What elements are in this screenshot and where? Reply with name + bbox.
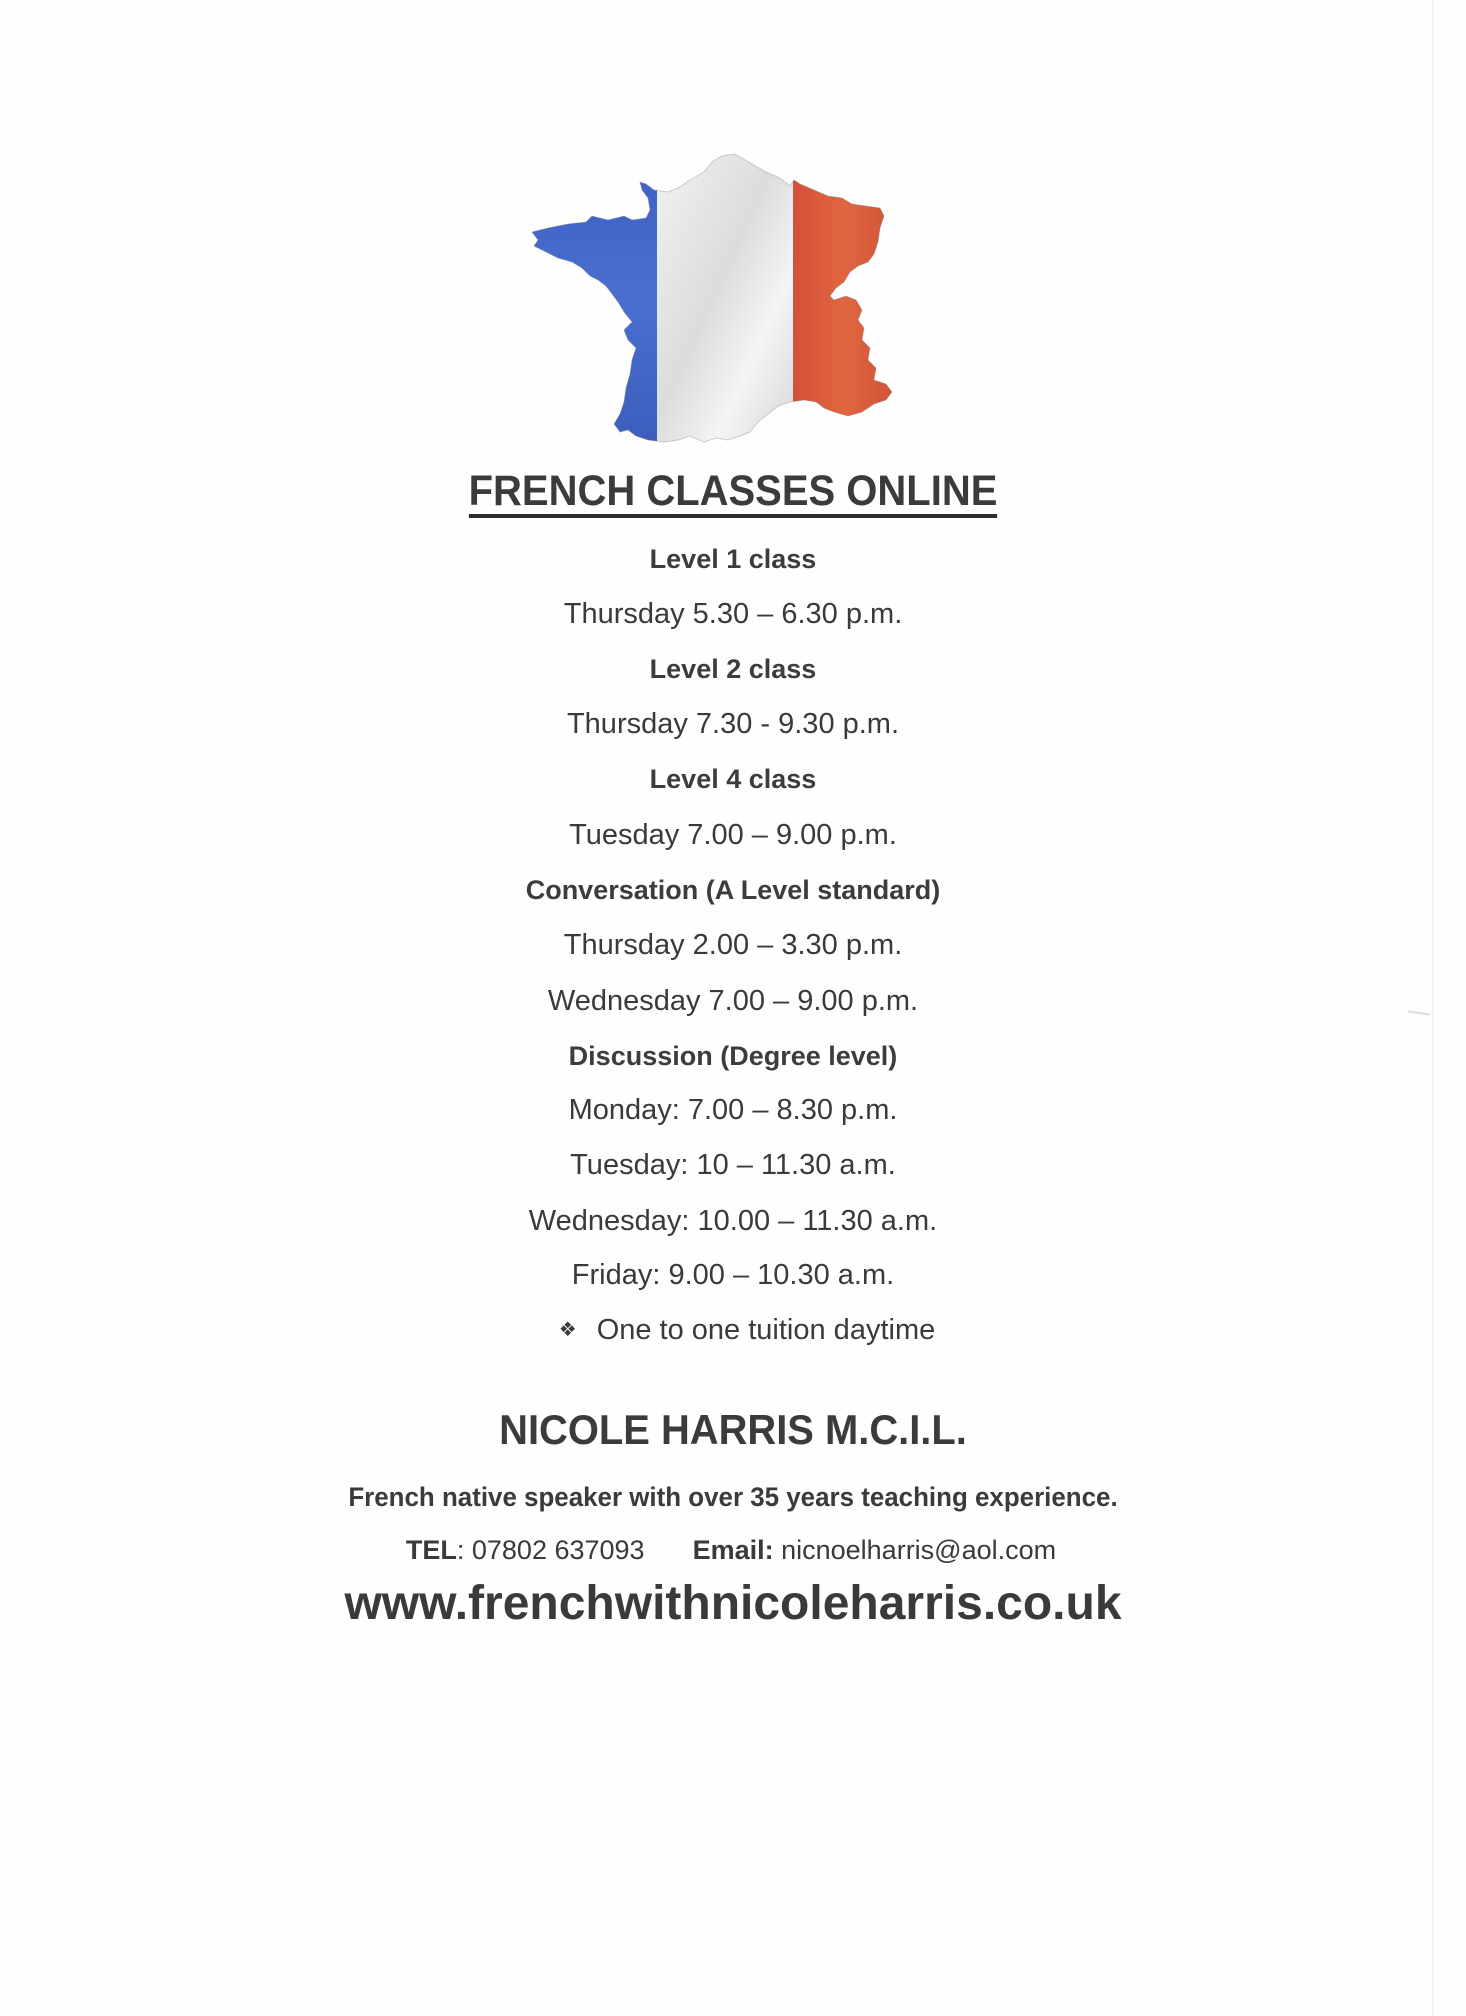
teacher-tagline: French native speaker with over 35 years teaching experience. <box>348 1482 1118 1512</box>
website-url[interactable]: www.frenchwithnicoleharris.co.uk <box>344 1577 1122 1630</box>
class-heading-discussion: Discussion (Degree level) <box>568 1041 898 1071</box>
tel-value: 07802 637093 <box>471 1535 645 1565</box>
tel-separator: : <box>456 1535 472 1565</box>
class-time-slot: Wednesday: 10.00 – 11.30 a.m. <box>528 1205 938 1237</box>
france-map-flag-icon <box>528 150 894 450</box>
class-heading-level-1: Level 1 class <box>649 544 817 574</box>
contact-line <box>0 1537 1464 1564</box>
class-heading-level-4: Level 4 class <box>649 764 817 794</box>
class-time-slot: Thursday 5.30 – 6.30 p.m. <box>563 598 903 630</box>
class-time-slot: Tuesday 7.00 – 9.00 p.m. <box>569 819 897 851</box>
class-time-slot: Wednesday 7.00 – 9.00 p.m. <box>547 985 919 1017</box>
class-time-slot: Tuesday: 10 – 11.30 a.m. <box>570 1149 896 1181</box>
email-value[interactable]: nicnoelharris@aol.com <box>781 1535 1057 1565</box>
page-title <box>51 467 1414 518</box>
one-to-one-tuition-note: ❖ One to one tuition daytime <box>558 1314 936 1346</box>
tel-label: TEL <box>405 1535 457 1565</box>
class-heading-conversation: Conversation (A Level standard) <box>525 875 941 905</box>
diamond-bullet-icon: ❖ <box>558 1317 577 1341</box>
email-label: Email: <box>692 1535 774 1565</box>
class-time-slot: Friday: 9.00 – 10.30 a.m. <box>571 1259 895 1291</box>
class-time-slot: Thursday 2.00 – 3.30 p.m. <box>563 929 903 961</box>
class-heading-level-2: Level 2 class <box>649 654 817 684</box>
class-time-slot: Thursday 7.30 - 9.30 p.m. <box>566 708 900 740</box>
class-time-slot: Monday: 7.00 – 8.30 p.m. <box>568 1094 898 1126</box>
teacher-name: NICOLE HARRIS M.C.I.L. <box>499 1406 967 1453</box>
page-title-text: FRENCH CLASSES ONLINE <box>469 470 998 518</box>
